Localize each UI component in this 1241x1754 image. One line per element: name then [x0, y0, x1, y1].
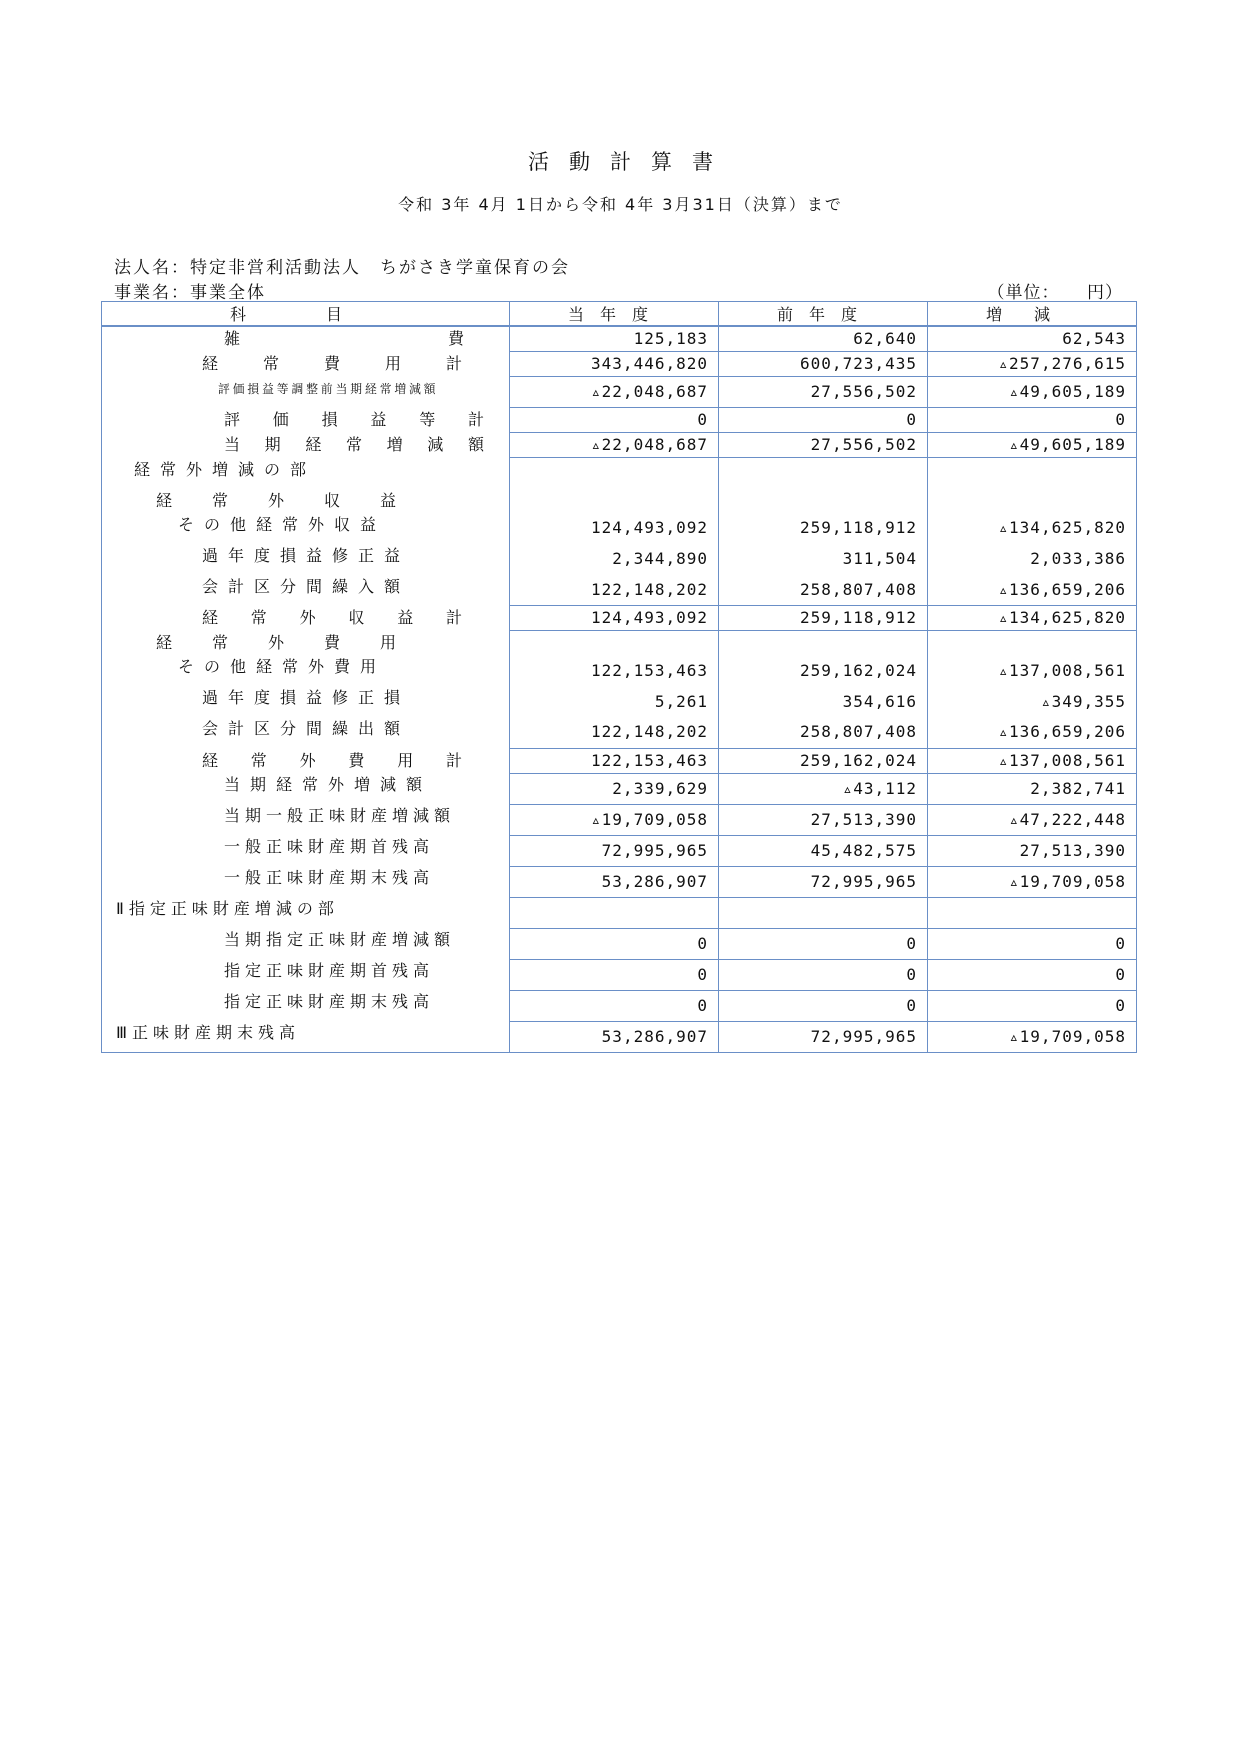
previous-year-cell: 72,995,965: [719, 1021, 928, 1053]
current-year-cell: ▵22,048,687: [510, 433, 719, 458]
row-label-cell: [102, 408, 510, 433]
change-cell: [928, 897, 1137, 928]
current-year-cell: 0: [510, 928, 719, 959]
previous-year-cell: [719, 897, 928, 928]
change-cell: 0: [928, 990, 1137, 1021]
table-row: [102, 928, 1137, 959]
table-row: [102, 748, 1137, 773]
table-row: [102, 606, 1137, 631]
table-row: [102, 1021, 1137, 1053]
change-cell: ▵47,222,448: [928, 804, 1137, 835]
previous-year-cell: [719, 489, 928, 513]
change-cell: [928, 458, 1137, 489]
previous-year-cell: 259,162,024: [719, 748, 928, 773]
change-cell: ▵136,659,206: [928, 717, 1137, 748]
change-cell: 0: [928, 408, 1137, 433]
row-label: 経 常 外 収 益 計: [202, 608, 462, 627]
current-year-cell: 343,446,820: [510, 352, 719, 377]
row-label: 会計区分間繰出額: [202, 719, 411, 738]
row-label-cell: [102, 513, 510, 544]
row-label: 当期経常外増減額: [224, 775, 433, 794]
row-label: 指定正味財産期首残高: [224, 961, 435, 980]
row-label: 経 常 外 収 益: [156, 490, 396, 510]
table-body: [102, 326, 1137, 1053]
previous-year-cell: 0: [719, 928, 928, 959]
current-year-cell: 53,286,907: [510, 1021, 719, 1053]
change-cell: ▵49,605,189: [928, 433, 1137, 458]
table-row: [102, 655, 1137, 686]
row-label-cell: [102, 773, 510, 804]
row-label-cell: [102, 326, 510, 352]
row-label-cell: [102, 748, 510, 773]
header-current-year: 当 年 度: [510, 302, 719, 327]
row-label-cell: [102, 804, 510, 835]
current-year-cell: 53,286,907: [510, 866, 719, 897]
table-row: [102, 897, 1137, 928]
change-cell: ▵137,008,561: [928, 748, 1137, 773]
row-label: 過年度損益修正益: [202, 545, 411, 565]
table-row: [102, 326, 1137, 352]
table-row: [102, 544, 1137, 575]
current-year-cell: [510, 897, 719, 928]
change-cell: ▵49,605,189: [928, 377, 1137, 408]
row-label: 一般正味財産期首残高: [224, 837, 435, 856]
table-row: [102, 835, 1137, 866]
previous-year-cell: 62,640: [719, 326, 928, 352]
current-year-cell: 5,261: [510, 686, 719, 717]
row-label: 当期指定正味財産増減額: [224, 930, 456, 949]
row-label-cell: [102, 835, 510, 866]
previous-year-cell: 258,807,408: [719, 717, 928, 748]
current-year-cell: ▵19,709,058: [510, 804, 719, 835]
previous-year-cell: 27,556,502: [719, 377, 928, 408]
previous-year-cell: [719, 458, 928, 489]
row-label-cell: [102, 352, 510, 377]
table-row: [102, 804, 1137, 835]
current-year-cell: [510, 631, 719, 656]
table-row: [102, 866, 1137, 897]
unit-note: （単位： 円）: [987, 283, 1123, 303]
table-row: [102, 990, 1137, 1021]
change-cell: [928, 489, 1137, 513]
row-label-cell: [102, 686, 510, 717]
previous-year-cell: 72,995,965: [719, 866, 928, 897]
previous-year-cell: 259,118,912: [719, 513, 928, 544]
row-label-cell: [102, 959, 510, 990]
change-cell: ▵134,625,820: [928, 513, 1137, 544]
change-cell: 27,513,390: [928, 835, 1137, 866]
current-year-cell: 124,493,092: [510, 606, 719, 631]
previous-year-cell: 258,807,408: [719, 575, 928, 606]
previous-year-cell: [719, 631, 928, 656]
row-label: 一般正味財産期末残高: [224, 868, 435, 887]
row-label: 会計区分間繰入額: [202, 576, 411, 596]
change-cell: 62,543: [928, 326, 1137, 352]
row-label: 評 価 損 益 等 計: [224, 410, 484, 429]
row-label-cell: [102, 631, 510, 656]
table-row: [102, 408, 1137, 433]
current-year-cell: [510, 458, 719, 489]
previous-year-cell: 354,616: [719, 686, 928, 717]
document-period: 令和 3年 4月 1日から令和 4年 3月31日（決算）まで: [398, 195, 843, 214]
row-label: 経常外増減の部: [134, 459, 317, 479]
row-label-cell: [102, 433, 510, 458]
row-label: その他経常外収益: [178, 514, 387, 534]
row-label: 経 常 費 用 計: [202, 354, 462, 373]
current-year-cell: 122,148,202: [510, 717, 719, 748]
current-year-cell: [510, 489, 719, 513]
current-year-cell: 122,148,202: [510, 575, 719, 606]
previous-year-cell: 27,556,502: [719, 433, 928, 458]
change-cell: ▵349,355: [928, 686, 1137, 717]
table-header-row: [102, 302, 1137, 327]
previous-year-cell: 0: [719, 959, 928, 990]
previous-year-cell: ▵43,112: [719, 773, 928, 804]
row-label-cell: [102, 928, 510, 959]
row-label: Ⅱ指定正味財産増減の部: [116, 899, 339, 918]
change-cell: ▵136,659,206: [928, 575, 1137, 606]
row-label: 当 期 経 常 増 減 額: [224, 435, 484, 454]
table-row: [102, 959, 1137, 990]
change-cell: [928, 631, 1137, 656]
previous-year-cell: 259,118,912: [719, 606, 928, 631]
change-cell: ▵19,709,058: [928, 866, 1137, 897]
activity-statement-table: [101, 301, 1137, 1053]
corporation-name: 法人名：特定非営利活動法人 ちがさき学童保育の会: [114, 258, 570, 278]
change-cell: ▵134,625,820: [928, 606, 1137, 631]
table-row: [102, 458, 1137, 489]
current-year-cell: ▵22,048,687: [510, 377, 719, 408]
change-cell: 2,382,741: [928, 773, 1137, 804]
row-label: 過年度損益修正損: [202, 688, 411, 707]
row-label: Ⅲ正味財産期末残高: [116, 1023, 301, 1042]
table-row: [102, 352, 1137, 377]
current-year-cell: 2,339,629: [510, 773, 719, 804]
table-row: [102, 686, 1137, 717]
previous-year-cell: 27,513,390: [719, 804, 928, 835]
current-year-cell: 122,153,463: [510, 655, 719, 686]
previous-year-cell: 311,504: [719, 544, 928, 575]
current-year-cell: 124,493,092: [510, 513, 719, 544]
row-label: 指定正味財産期末残高: [224, 992, 435, 1011]
row-label-cell: [102, 655, 510, 686]
table-row: [102, 433, 1137, 458]
row-label: 経 常 外 費 用 計: [202, 750, 462, 770]
change-cell: 2,033,386: [928, 544, 1137, 575]
row-label: 当期一般正味財産増減額: [224, 806, 456, 825]
row-label-cell: [102, 1021, 510, 1053]
row-label-cell: [102, 377, 510, 408]
current-year-cell: 2,344,890: [510, 544, 719, 575]
header-previous-year: 前 年 度: [719, 302, 928, 327]
header-item: 科 目: [102, 302, 510, 327]
row-label-cell: [102, 575, 510, 606]
previous-year-cell: 259,162,024: [719, 655, 928, 686]
row-label-cell: [102, 489, 510, 513]
previous-year-cell: 600,723,435: [719, 352, 928, 377]
row-label-cell: [102, 458, 510, 489]
previous-year-cell: 0: [719, 990, 928, 1021]
row-label-cell: [102, 544, 510, 575]
document-title: 活動計算書: [528, 150, 733, 174]
change-cell: ▵137,008,561: [928, 655, 1137, 686]
row-label-cell: [102, 717, 510, 748]
row-label: その他経常外費用: [178, 657, 387, 676]
table-row: [102, 513, 1137, 544]
table-row: [102, 377, 1137, 408]
previous-year-cell: 0: [719, 408, 928, 433]
current-year-cell: 72,995,965: [510, 835, 719, 866]
current-year-cell: 0: [510, 959, 719, 990]
current-year-cell: 125,183: [510, 326, 719, 352]
table-row: [102, 489, 1137, 513]
row-label-cell: [102, 990, 510, 1021]
row-label-cell: [102, 866, 510, 897]
header-change: 増 減: [928, 302, 1137, 327]
table-row: [102, 575, 1137, 606]
row-label-cell: [102, 606, 510, 631]
change-cell: 0: [928, 959, 1137, 990]
current-year-cell: 0: [510, 408, 719, 433]
change-cell: ▵19,709,058: [928, 1021, 1137, 1053]
change-cell: ▵257,276,615: [928, 352, 1137, 377]
row-label-cell: [102, 897, 510, 928]
table-row: [102, 773, 1137, 804]
row-label: 評価損益等調整前当期経常増減額: [218, 381, 439, 396]
current-year-cell: 0: [510, 990, 719, 1021]
current-year-cell: 122,153,463: [510, 748, 719, 773]
row-label: 雑 費: [224, 329, 464, 349]
table-row: [102, 717, 1137, 748]
change-cell: 0: [928, 928, 1137, 959]
previous-year-cell: 45,482,575: [719, 835, 928, 866]
table-row: [102, 631, 1137, 656]
row-label: 経 常 外 費 用: [156, 632, 396, 652]
business-name: 事業名：事業全体: [114, 283, 266, 303]
